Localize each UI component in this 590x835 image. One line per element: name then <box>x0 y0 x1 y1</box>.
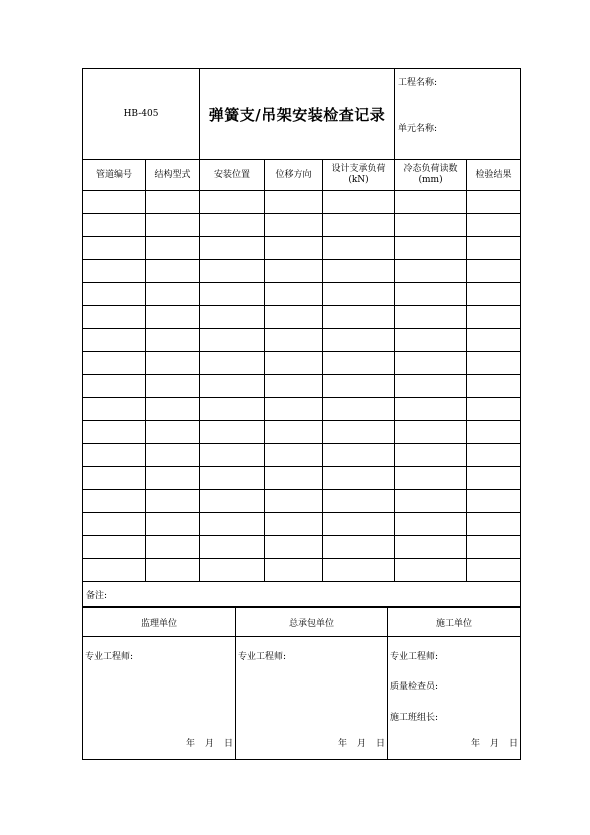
table-cell[interactable] <box>146 237 200 260</box>
table-cell[interactable] <box>467 490 521 513</box>
table-cell[interactable] <box>265 237 323 260</box>
table-cell[interactable] <box>200 352 265 375</box>
table-cell[interactable] <box>200 329 265 352</box>
table-cell[interactable] <box>265 559 323 582</box>
general-contractor-title: 总承包单位 <box>236 608 388 637</box>
supervision-signoff[interactable] <box>83 637 236 760</box>
table-cell[interactable] <box>395 490 467 513</box>
table-cell[interactable] <box>83 214 146 237</box>
table-row <box>83 467 521 490</box>
col-cold-load-reading: 冷态负荷读数 (mm) <box>395 160 467 191</box>
table-cell[interactable] <box>323 260 395 283</box>
table-row <box>83 536 521 559</box>
table-cell[interactable] <box>265 398 323 421</box>
supervision-unit-title: 监理单位 <box>83 608 236 637</box>
table-cell[interactable] <box>146 306 200 329</box>
table-cell[interactable] <box>146 260 200 283</box>
table-row <box>83 375 521 398</box>
table-row <box>83 559 521 582</box>
table-cell[interactable] <box>146 444 200 467</box>
table-cell[interactable] <box>395 329 467 352</box>
column-header-row <box>83 160 521 191</box>
table-cell[interactable] <box>265 536 323 559</box>
table-cell[interactable] <box>323 444 395 467</box>
unit-name-label: 单元名称: <box>398 124 438 134</box>
col-displacement-dir: 位移方向 <box>265 160 323 191</box>
table-cell[interactable] <box>395 559 467 582</box>
table-row <box>83 490 521 513</box>
table-cell[interactable] <box>467 283 521 306</box>
project-name-label: 工程名称: <box>398 78 438 88</box>
table-cell[interactable] <box>323 283 395 306</box>
table-cell[interactable] <box>467 306 521 329</box>
construction-signoff[interactable] <box>388 637 521 760</box>
table-cell[interactable] <box>265 444 323 467</box>
col-pipe-no: 管道编号 <box>83 160 146 191</box>
table-cell[interactable] <box>395 513 467 536</box>
table-cell[interactable] <box>146 375 200 398</box>
table-cell[interactable] <box>395 214 467 237</box>
table-cell[interactable] <box>200 260 265 283</box>
table-cell[interactable] <box>146 329 200 352</box>
table-cell[interactable] <box>200 191 265 214</box>
crew-leader-label: 施工班组长: <box>390 713 439 723</box>
gc-engineer-label: 专业工程师: <box>238 652 287 662</box>
table-cell[interactable] <box>265 306 323 329</box>
table-cell[interactable] <box>467 398 521 421</box>
table-row <box>83 398 521 421</box>
table-row <box>83 421 521 444</box>
table-cell[interactable] <box>265 214 323 237</box>
table-cell[interactable] <box>395 260 467 283</box>
table-cell[interactable] <box>323 306 395 329</box>
table-cell[interactable] <box>83 398 146 421</box>
table-cell[interactable] <box>146 191 200 214</box>
form-code: HB-405 <box>83 69 200 160</box>
table-row <box>83 260 521 283</box>
general-contractor-signoff[interactable] <box>236 637 388 760</box>
table-cell[interactable] <box>467 329 521 352</box>
table-cell[interactable] <box>146 513 200 536</box>
table-cell[interactable] <box>395 375 467 398</box>
table-cell[interactable] <box>323 329 395 352</box>
table-cell[interactable] <box>83 467 146 490</box>
table-cell[interactable] <box>395 191 467 214</box>
table-cell[interactable] <box>146 421 200 444</box>
table-cell[interactable] <box>265 329 323 352</box>
table-cell[interactable] <box>323 237 395 260</box>
table-cell[interactable] <box>323 536 395 559</box>
table-cell[interactable] <box>83 352 146 375</box>
table-cell[interactable] <box>323 352 395 375</box>
table-cell[interactable] <box>200 513 265 536</box>
signoff-table <box>82 607 521 760</box>
gc-date: 年 月 日 <box>337 739 385 749</box>
col-design-load: 设计支承负荷 (kN) <box>323 160 395 191</box>
table-cell[interactable] <box>200 375 265 398</box>
construction-date: 年 月 日 <box>470 739 518 749</box>
table-cell[interactable] <box>265 421 323 444</box>
table-cell[interactable] <box>323 513 395 536</box>
table-cell[interactable] <box>323 191 395 214</box>
remark-cell[interactable]: 备注: <box>83 582 521 607</box>
table-cell[interactable] <box>83 559 146 582</box>
construction-engineer-label: 专业工程师: <box>390 652 439 662</box>
table-cell[interactable] <box>395 444 467 467</box>
quality-inspector-label: 质量检查员: <box>390 682 439 692</box>
table-cell[interactable] <box>200 283 265 306</box>
construction-unit-title: 施工单位 <box>388 608 521 637</box>
table-cell[interactable] <box>467 421 521 444</box>
table-cell[interactable] <box>467 260 521 283</box>
table-row <box>83 237 521 260</box>
table-cell[interactable] <box>200 536 265 559</box>
table-cell[interactable] <box>395 306 467 329</box>
table-cell[interactable] <box>323 467 395 490</box>
table-cell[interactable] <box>83 191 146 214</box>
form-title: 弹簧支/吊架安装检查记录 <box>200 69 395 160</box>
table-cell[interactable] <box>146 536 200 559</box>
inspection-form <box>82 68 520 760</box>
table-cell[interactable] <box>467 513 521 536</box>
table-cell[interactable] <box>146 352 200 375</box>
table-cell[interactable] <box>323 214 395 237</box>
table-cell[interactable] <box>200 490 265 513</box>
table-cell[interactable] <box>83 490 146 513</box>
table-cell[interactable] <box>83 329 146 352</box>
table-cell[interactable] <box>323 559 395 582</box>
table-cell[interactable] <box>83 306 146 329</box>
table-cell[interactable] <box>467 375 521 398</box>
table-cell[interactable] <box>467 444 521 467</box>
table-cell[interactable] <box>467 237 521 260</box>
table-cell[interactable] <box>323 375 395 398</box>
table-cell[interactable] <box>265 191 323 214</box>
table-cell[interactable] <box>395 283 467 306</box>
table-cell[interactable] <box>395 398 467 421</box>
form-meta <box>395 69 521 160</box>
table-cell[interactable] <box>200 214 265 237</box>
table-cell[interactable] <box>323 490 395 513</box>
table-cell[interactable] <box>467 467 521 490</box>
table-cell[interactable] <box>265 490 323 513</box>
table-cell[interactable] <box>83 421 146 444</box>
table-cell[interactable] <box>200 444 265 467</box>
table-cell[interactable] <box>200 306 265 329</box>
table-cell[interactable] <box>265 283 323 306</box>
table-cell[interactable] <box>146 283 200 306</box>
table-cell[interactable] <box>83 536 146 559</box>
table-cell[interactable] <box>83 260 146 283</box>
table-cell[interactable] <box>200 237 265 260</box>
table-row <box>83 191 521 214</box>
table-row <box>83 444 521 467</box>
table-row <box>83 306 521 329</box>
table-cell[interactable] <box>146 398 200 421</box>
table-cell[interactable] <box>467 214 521 237</box>
table-row <box>83 329 521 352</box>
table-cell[interactable] <box>395 536 467 559</box>
table-cell[interactable] <box>395 237 467 260</box>
table-cell[interactable] <box>200 559 265 582</box>
record-table <box>82 68 521 607</box>
table-cell[interactable] <box>265 375 323 398</box>
col-install-position: 安装位置 <box>200 160 265 191</box>
table-row <box>83 214 521 237</box>
table-cell[interactable] <box>323 421 395 444</box>
supervision-engineer-label: 专业工程师: <box>85 652 134 662</box>
table-cell[interactable] <box>146 214 200 237</box>
table-cell[interactable] <box>200 421 265 444</box>
table-cell[interactable] <box>265 467 323 490</box>
table-cell[interactable] <box>146 490 200 513</box>
table-cell[interactable] <box>146 467 200 490</box>
table-cell[interactable] <box>146 559 200 582</box>
table-cell[interactable] <box>395 421 467 444</box>
table-cell[interactable] <box>83 237 146 260</box>
col-structure-type: 结构型式 <box>146 160 200 191</box>
table-row <box>83 283 521 306</box>
table-cell[interactable] <box>395 352 467 375</box>
table-cell[interactable] <box>83 444 146 467</box>
table-cell[interactable] <box>83 513 146 536</box>
table-cell[interactable] <box>467 559 521 582</box>
table-cell[interactable] <box>83 375 146 398</box>
table-cell[interactable] <box>323 398 395 421</box>
table-cell[interactable] <box>265 513 323 536</box>
table-cell[interactable] <box>265 352 323 375</box>
table-cell[interactable] <box>467 191 521 214</box>
table-row <box>83 513 521 536</box>
table-cell[interactable] <box>467 536 521 559</box>
supervision-date: 年 月 日 <box>185 739 233 749</box>
table-cell[interactable] <box>200 398 265 421</box>
table-cell[interactable] <box>265 260 323 283</box>
table-cell[interactable] <box>83 283 146 306</box>
table-cell[interactable] <box>395 467 467 490</box>
table-row <box>83 352 521 375</box>
table-cell[interactable] <box>467 352 521 375</box>
table-cell[interactable] <box>200 467 265 490</box>
col-inspection-result: 检验结果 <box>467 160 521 191</box>
